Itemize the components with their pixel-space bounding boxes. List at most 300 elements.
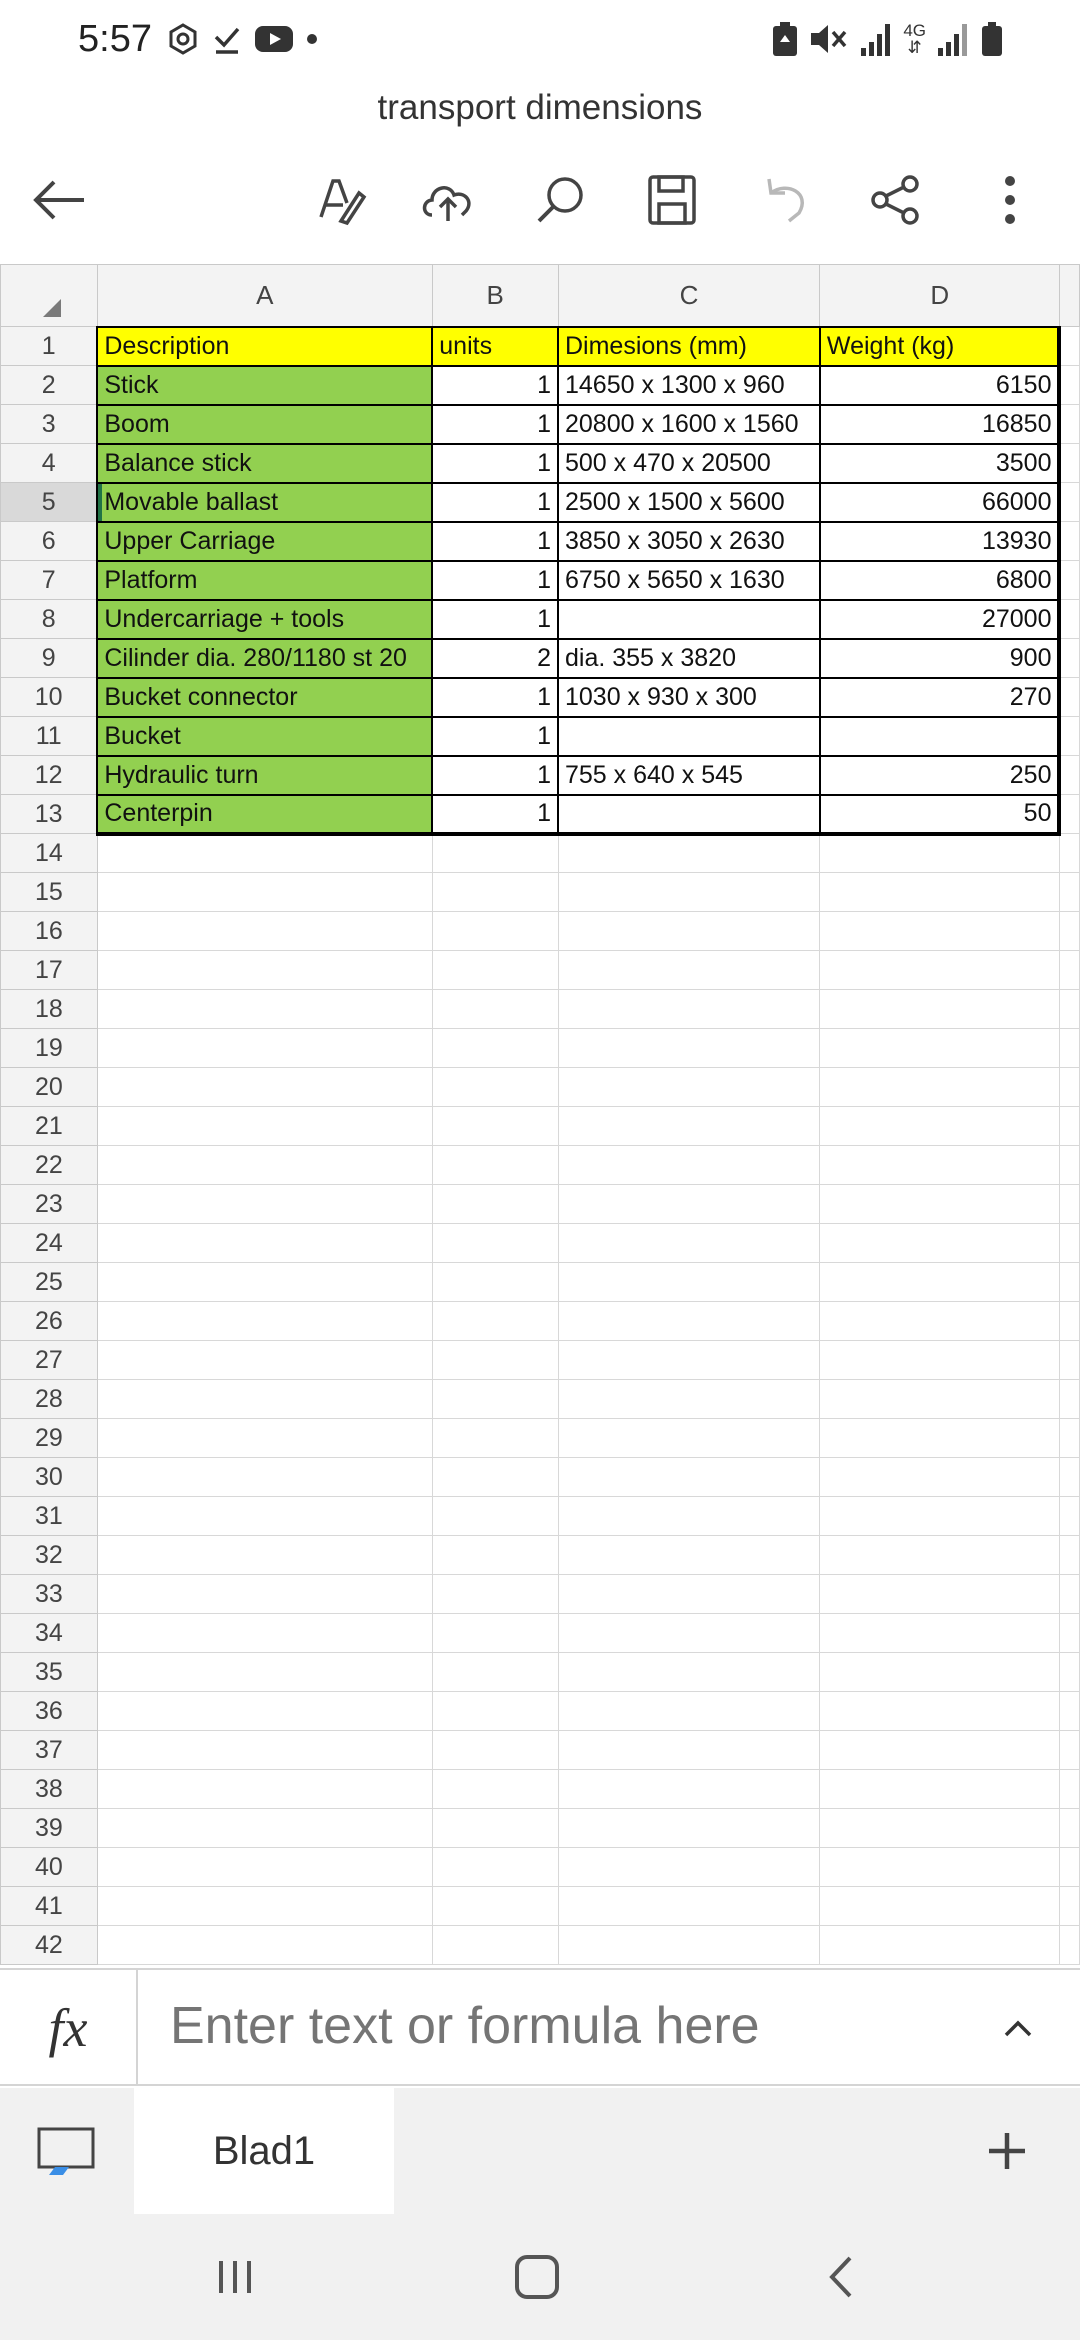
cell-empty[interactable] (97, 1419, 432, 1458)
cell-units[interactable]: 1 (432, 444, 558, 483)
row-number[interactable]: 17 (1, 951, 98, 990)
search-button[interactable] (520, 160, 600, 240)
row-number[interactable]: 23 (1, 1185, 98, 1224)
cell-weight[interactable] (820, 717, 1060, 756)
row-number[interactable]: 10 (1, 678, 98, 717)
cell-empty[interactable] (97, 951, 432, 990)
select-all-corner[interactable] (1, 265, 98, 327)
cell-units[interactable]: 1 (432, 522, 558, 561)
cell-empty[interactable] (1059, 912, 1079, 951)
cell-empty[interactable] (97, 873, 432, 912)
cell-empty[interactable] (1059, 1107, 1079, 1146)
cell-empty[interactable] (1059, 444, 1079, 483)
cell-description[interactable]: Cilinder dia. 280/1180 st 20 (97, 639, 432, 678)
cell-empty[interactable] (1059, 756, 1079, 795)
cell-empty[interactable] (1059, 561, 1079, 600)
cell-description[interactable]: Centerpin (97, 795, 432, 834)
cell-empty[interactable] (1059, 1380, 1079, 1419)
cell-empty[interactable] (820, 1302, 1060, 1341)
cell-c1[interactable]: Dimesions (mm) (558, 327, 820, 366)
cell-empty[interactable] (97, 1263, 432, 1302)
cell-dimensions[interactable]: 500 x 470 x 20500 (558, 444, 820, 483)
cell-description[interactable]: Bucket (97, 717, 432, 756)
cell-empty[interactable] (558, 1497, 820, 1536)
row-number[interactable]: 2 (1, 366, 98, 405)
row-number[interactable]: 15 (1, 873, 98, 912)
table-row (1, 522, 1080, 561)
cell-weight[interactable]: 270 (820, 678, 1060, 717)
cell-empty[interactable] (432, 1731, 558, 1770)
youtube-icon (254, 24, 294, 54)
cell-weight[interactable]: 6150 (820, 366, 1060, 405)
cell-empty[interactable] (820, 1770, 1060, 1809)
sheet-view-button[interactable] (0, 2088, 132, 2214)
cell-empty[interactable] (820, 1107, 1060, 1146)
share-button[interactable] (856, 160, 936, 240)
cell-units[interactable]: 2 (432, 639, 558, 678)
row-number[interactable]: 39 (1, 1809, 98, 1848)
cell-dimensions[interactable] (558, 717, 820, 756)
row-number[interactable]: 4 (1, 444, 98, 483)
cell-empty[interactable] (432, 1419, 558, 1458)
cell-empty[interactable] (97, 990, 432, 1029)
cell-empty[interactable] (820, 1926, 1060, 1965)
fx-button[interactable]: fx (0, 1970, 138, 2086)
cell-empty[interactable] (1059, 1926, 1079, 1965)
row-number[interactable]: 35 (1, 1653, 98, 1692)
empty-row (1, 1887, 1080, 1926)
share-icon (870, 174, 922, 226)
cell-empty[interactable] (432, 1848, 558, 1887)
cell-empty[interactable] (820, 1068, 1060, 1107)
cell-description[interactable]: Platform (97, 561, 432, 600)
cell-empty[interactable] (820, 951, 1060, 990)
cell-dimensions[interactable]: 14650 x 1300 x 960 (558, 366, 820, 405)
cell-empty[interactable] (97, 1926, 432, 1965)
cell-weight[interactable]: 50 (820, 795, 1060, 834)
cell-empty[interactable] (97, 1458, 432, 1497)
column-header-c[interactable]: C (558, 265, 820, 327)
cell-empty[interactable] (432, 1536, 558, 1575)
recent-apps-button[interactable] (190, 2242, 280, 2312)
cell-empty[interactable] (558, 1575, 820, 1614)
cell-weight[interactable]: 900 (820, 639, 1060, 678)
cell-empty[interactable] (1059, 327, 1079, 366)
cell-empty[interactable] (820, 1536, 1060, 1575)
cell-dimensions[interactable]: 755 x 640 x 545 (558, 756, 820, 795)
column-header-e[interactable] (1059, 265, 1079, 327)
cell-empty[interactable] (432, 1926, 558, 1965)
cell-empty[interactable] (432, 834, 558, 873)
cell-description[interactable]: Hydraulic turn (97, 756, 432, 795)
cloud-upload-button[interactable] (408, 160, 488, 240)
back-nav-button[interactable] (796, 2242, 886, 2312)
cell-weight[interactable]: 3500 (820, 444, 1060, 483)
cell-empty[interactable] (1059, 873, 1079, 912)
cell-empty[interactable] (820, 1341, 1060, 1380)
cell-empty[interactable] (97, 1575, 432, 1614)
cell-empty[interactable] (820, 1497, 1060, 1536)
cell-units[interactable]: 1 (432, 717, 558, 756)
cell-empty[interactable] (820, 1575, 1060, 1614)
cell-empty[interactable] (820, 1458, 1060, 1497)
cell-empty[interactable] (97, 1497, 432, 1536)
cell-empty[interactable] (820, 1614, 1060, 1653)
row-number[interactable]: 25 (1, 1263, 98, 1302)
row-number[interactable]: 14 (1, 834, 98, 873)
row-number[interactable]: 19 (1, 1029, 98, 1068)
cell-empty[interactable] (432, 1770, 558, 1809)
cell-empty[interactable] (432, 1380, 558, 1419)
cell-empty[interactable] (820, 1809, 1060, 1848)
cell-d1[interactable]: Weight (kg) (820, 327, 1060, 366)
row-number[interactable]: 22 (1, 1146, 98, 1185)
cell-empty[interactable] (1059, 717, 1079, 756)
cell-empty[interactable] (432, 1263, 558, 1302)
row-number[interactable]: 13 (1, 795, 98, 834)
cell-empty[interactable] (558, 1029, 820, 1068)
cell-empty[interactable] (1059, 990, 1079, 1029)
cell-empty[interactable] (97, 1536, 432, 1575)
cell-empty[interactable] (1059, 1458, 1079, 1497)
cell-weight[interactable]: 250 (820, 756, 1060, 795)
cell-empty[interactable] (820, 990, 1060, 1029)
cell-empty[interactable] (820, 1380, 1060, 1419)
row-number[interactable]: 34 (1, 1614, 98, 1653)
cell-empty[interactable] (97, 1809, 432, 1848)
cell-dimensions[interactable]: 2500 x 1500 x 5600 (558, 483, 820, 522)
cell-description[interactable]: Movable ballast (97, 483, 432, 522)
cell-units[interactable]: 1 (432, 483, 558, 522)
more-button[interactable] (970, 160, 1050, 240)
sheet-table (0, 264, 1080, 1965)
cell-weight[interactable]: 27000 (820, 600, 1060, 639)
cell-empty[interactable] (97, 1107, 432, 1146)
cell-units[interactable]: 1 (432, 795, 558, 834)
cell-empty[interactable] (1059, 483, 1079, 522)
empty-row (1, 1263, 1080, 1302)
cell-empty[interactable] (558, 1419, 820, 1458)
cell-empty[interactable] (432, 1692, 558, 1731)
cell-empty[interactable] (558, 1068, 820, 1107)
row-number[interactable]: 26 (1, 1302, 98, 1341)
cell-dimensions[interactable]: 3850 x 3050 x 2630 (558, 522, 820, 561)
cell-empty[interactable] (1059, 1263, 1079, 1302)
cell-empty[interactable] (558, 1185, 820, 1224)
row-number[interactable]: 21 (1, 1107, 98, 1146)
cell-empty[interactable] (432, 1614, 558, 1653)
cell-units[interactable]: 1 (432, 678, 558, 717)
cell-empty[interactable] (97, 1380, 432, 1419)
cell-empty[interactable] (1059, 1614, 1079, 1653)
cell-description[interactable]: Balance stick (97, 444, 432, 483)
cell-empty[interactable] (1059, 1848, 1079, 1887)
cell-empty[interactable] (97, 1692, 432, 1731)
row-number[interactable]: 42 (1, 1926, 98, 1965)
row-number[interactable]: 30 (1, 1458, 98, 1497)
cell-empty[interactable] (1059, 1341, 1079, 1380)
row-number[interactable]: 40 (1, 1848, 98, 1887)
cell-empty[interactable] (1059, 795, 1079, 834)
cell-empty[interactable] (820, 1185, 1060, 1224)
column-header-row (1, 265, 1080, 327)
cell-empty[interactable] (558, 1146, 820, 1185)
back-button[interactable] (20, 160, 100, 240)
cell-empty[interactable] (1059, 405, 1079, 444)
cell-empty[interactable] (432, 1458, 558, 1497)
cell-empty[interactable] (820, 912, 1060, 951)
cell-empty[interactable] (558, 1926, 820, 1965)
cell-empty[interactable] (558, 1458, 820, 1497)
cell-weight[interactable]: 13930 (820, 522, 1060, 561)
column-header-d[interactable]: D (820, 265, 1060, 327)
cell-empty[interactable] (1059, 1068, 1079, 1107)
cell-empty[interactable] (97, 912, 432, 951)
row-number[interactable]: 27 (1, 1341, 98, 1380)
cell-dimensions[interactable] (558, 600, 820, 639)
plus-icon (987, 2131, 1027, 2171)
cell-empty[interactable] (1059, 1146, 1079, 1185)
cell-empty[interactable] (1059, 678, 1079, 717)
select-all-icon (43, 299, 61, 317)
cell-empty[interactable] (432, 1107, 558, 1146)
row-number[interactable]: 37 (1, 1731, 98, 1770)
cell-dimensions[interactable]: 20800 x 1600 x 1560 (558, 405, 820, 444)
sheet-bar (0, 2088, 1080, 2214)
cell-weight[interactable]: 6800 (820, 561, 1060, 600)
cell-description[interactable]: Undercarriage + tools (97, 600, 432, 639)
cell-empty[interactable] (1059, 1887, 1079, 1926)
row-number[interactable]: 1 (1, 327, 98, 366)
save-button[interactable] (632, 160, 712, 240)
column-header-b[interactable]: B (432, 265, 558, 327)
cell-empty[interactable] (432, 1341, 558, 1380)
undo-button[interactable] (744, 160, 824, 240)
row-number[interactable]: 12 (1, 756, 98, 795)
cell-units[interactable]: 1 (432, 756, 558, 795)
row-number[interactable]: 24 (1, 1224, 98, 1263)
cell-empty[interactable] (432, 1185, 558, 1224)
column-header-a[interactable]: A (97, 265, 432, 327)
row-number[interactable]: 31 (1, 1497, 98, 1536)
row-number[interactable]: 33 (1, 1575, 98, 1614)
add-sheet-button[interactable] (964, 2108, 1050, 2194)
empty-row (1, 990, 1080, 1029)
draw-button[interactable] (300, 160, 380, 240)
cell-empty[interactable] (1059, 1770, 1079, 1809)
cell-empty[interactable] (558, 1809, 820, 1848)
cell-empty[interactable] (1059, 522, 1079, 561)
cell-empty[interactable] (558, 834, 820, 873)
cell-empty[interactable] (820, 1224, 1060, 1263)
cell-dimensions[interactable]: dia. 355 x 3820 (558, 639, 820, 678)
cell-empty[interactable] (97, 1770, 432, 1809)
cell-description[interactable]: Upper Carriage (97, 522, 432, 561)
cell-empty[interactable] (97, 1341, 432, 1380)
cell-empty[interactable] (1059, 1302, 1079, 1341)
cell-empty[interactable] (1059, 1029, 1079, 1068)
cell-empty[interactable] (820, 1146, 1060, 1185)
cell-empty[interactable] (1059, 1185, 1079, 1224)
cell-empty[interactable] (558, 990, 820, 1029)
expand-formula-button[interactable] (996, 2006, 1040, 2050)
cell-empty[interactable] (558, 1653, 820, 1692)
cell-empty[interactable] (558, 1887, 820, 1926)
cell-empty[interactable] (558, 1263, 820, 1302)
cell-empty[interactable] (97, 1185, 432, 1224)
cell-weight[interactable]: 66000 (820, 483, 1060, 522)
cell-empty[interactable] (1059, 951, 1079, 990)
cell-empty[interactable] (558, 1770, 820, 1809)
row-number[interactable]: 9 (1, 639, 98, 678)
cell-dimensions[interactable]: 1030 x 930 x 300 (558, 678, 820, 717)
cell-empty[interactable] (1059, 1575, 1079, 1614)
cell-empty[interactable] (432, 1887, 558, 1926)
cell-empty[interactable] (432, 1068, 558, 1107)
cell-empty[interactable] (432, 1809, 558, 1848)
cell-empty[interactable] (558, 1692, 820, 1731)
row-number[interactable]: 28 (1, 1380, 98, 1419)
cell-empty[interactable] (820, 834, 1060, 873)
cell-empty[interactable] (1059, 1536, 1079, 1575)
cell-units[interactable]: 1 (432, 405, 558, 444)
row-number[interactable]: 20 (1, 1068, 98, 1107)
cell-empty[interactable] (558, 1731, 820, 1770)
cell-units[interactable]: 1 (432, 366, 558, 405)
cell-empty[interactable] (558, 1614, 820, 1653)
cell-empty[interactable] (820, 873, 1060, 912)
cell-empty[interactable] (1059, 1809, 1079, 1848)
row-number[interactable]: 7 (1, 561, 98, 600)
table-row (1, 795, 1080, 834)
sheet-tab-blad1[interactable]: Blad1 (134, 2088, 394, 2214)
cell-empty[interactable] (432, 1497, 558, 1536)
cell-dimensions[interactable]: 6750 x 5650 x 1630 (558, 561, 820, 600)
cell-empty[interactable] (1059, 366, 1079, 405)
cell-empty[interactable] (558, 1848, 820, 1887)
cell-empty[interactable] (1059, 1224, 1079, 1263)
row-number[interactable]: 29 (1, 1419, 98, 1458)
cell-empty[interactable] (558, 951, 820, 990)
cell-empty[interactable] (432, 951, 558, 990)
cell-empty[interactable] (432, 912, 558, 951)
cell-empty[interactable] (97, 1068, 432, 1107)
cell-empty[interactable] (1059, 834, 1079, 873)
cell-empty[interactable] (97, 834, 432, 873)
table-row (1, 366, 1080, 405)
row-number[interactable]: 6 (1, 522, 98, 561)
cell-empty[interactable] (558, 1107, 820, 1146)
cell-empty[interactable] (97, 1614, 432, 1653)
row-number[interactable]: 41 (1, 1887, 98, 1926)
cell-empty[interactable] (558, 1341, 820, 1380)
empty-row (1, 1848, 1080, 1887)
cell-empty[interactable] (820, 1692, 1060, 1731)
row-number[interactable]: 5 (1, 483, 98, 522)
status-bar (0, 0, 1080, 84)
home-button[interactable] (492, 2242, 582, 2312)
cell-empty[interactable] (820, 1029, 1060, 1068)
cell-empty[interactable] (97, 1653, 432, 1692)
row-number[interactable]: 38 (1, 1770, 98, 1809)
cell-empty[interactable] (97, 1146, 432, 1185)
cell-empty[interactable] (820, 1731, 1060, 1770)
cell-empty[interactable] (432, 1224, 558, 1263)
cell-empty[interactable] (558, 1380, 820, 1419)
cell-empty[interactable] (97, 1029, 432, 1068)
cell-empty[interactable] (820, 1848, 1060, 1887)
cell-empty[interactable] (558, 1302, 820, 1341)
cell-empty[interactable] (1059, 639, 1079, 678)
formula-input[interactable] (170, 1996, 930, 2056)
cell-empty[interactable] (820, 1887, 1060, 1926)
row-number[interactable]: 32 (1, 1536, 98, 1575)
cell-empty[interactable] (558, 873, 820, 912)
cell-b1[interactable]: units (432, 327, 558, 366)
cell-empty[interactable] (432, 1029, 558, 1068)
cell-empty[interactable] (558, 1224, 820, 1263)
cell-empty[interactable] (1059, 1419, 1079, 1458)
empty-row (1, 951, 1080, 990)
cell-empty[interactable] (432, 1146, 558, 1185)
cell-a1[interactable]: Description (97, 327, 432, 366)
row-number[interactable]: 11 (1, 717, 98, 756)
cell-empty[interactable] (97, 1848, 432, 1887)
row-number[interactable]: 3 (1, 405, 98, 444)
cell-empty[interactable] (97, 1302, 432, 1341)
cell-empty[interactable] (1059, 1731, 1079, 1770)
cell-empty[interactable] (97, 1887, 432, 1926)
cell-description[interactable]: Stick (97, 366, 432, 405)
home-icon (513, 2253, 561, 2301)
cell-empty[interactable] (97, 1224, 432, 1263)
cell-empty[interactable] (432, 990, 558, 1029)
cell-empty[interactable] (820, 1419, 1060, 1458)
cell-units[interactable]: 1 (432, 600, 558, 639)
cell-empty[interactable] (558, 912, 820, 951)
cell-empty[interactable] (1059, 1692, 1079, 1731)
cell-empty[interactable] (1059, 1653, 1079, 1692)
cell-empty[interactable] (1059, 1497, 1079, 1536)
cell-empty[interactable] (97, 1731, 432, 1770)
cell-weight[interactable]: 16850 (820, 405, 1060, 444)
cell-empty[interactable] (432, 1575, 558, 1614)
empty-row (1, 1731, 1080, 1770)
cell-empty[interactable] (1059, 600, 1079, 639)
spreadsheet-grid[interactable] (0, 264, 1080, 1966)
cell-dimensions[interactable] (558, 795, 820, 834)
row-number[interactable]: 8 (1, 600, 98, 639)
cell-empty[interactable] (558, 1536, 820, 1575)
cell-empty[interactable] (432, 1653, 558, 1692)
row-number[interactable]: 16 (1, 912, 98, 951)
cell-description[interactable]: Bucket connector (97, 678, 432, 717)
cell-empty[interactable] (820, 1653, 1060, 1692)
chevron-up-icon (1003, 2018, 1033, 2038)
cell-empty[interactable] (820, 1263, 1060, 1302)
row-number[interactable]: 18 (1, 990, 98, 1029)
cell-empty[interactable] (432, 873, 558, 912)
cell-empty[interactable] (432, 1302, 558, 1341)
cell-units[interactable]: 1 (432, 561, 558, 600)
dot-icon (306, 33, 318, 45)
empty-row (1, 1497, 1080, 1536)
cell-description[interactable]: Boom (97, 405, 432, 444)
row-number[interactable]: 36 (1, 1692, 98, 1731)
draw-icon (313, 173, 367, 227)
toolbar (0, 160, 1080, 264)
status-left-icons (166, 22, 318, 56)
